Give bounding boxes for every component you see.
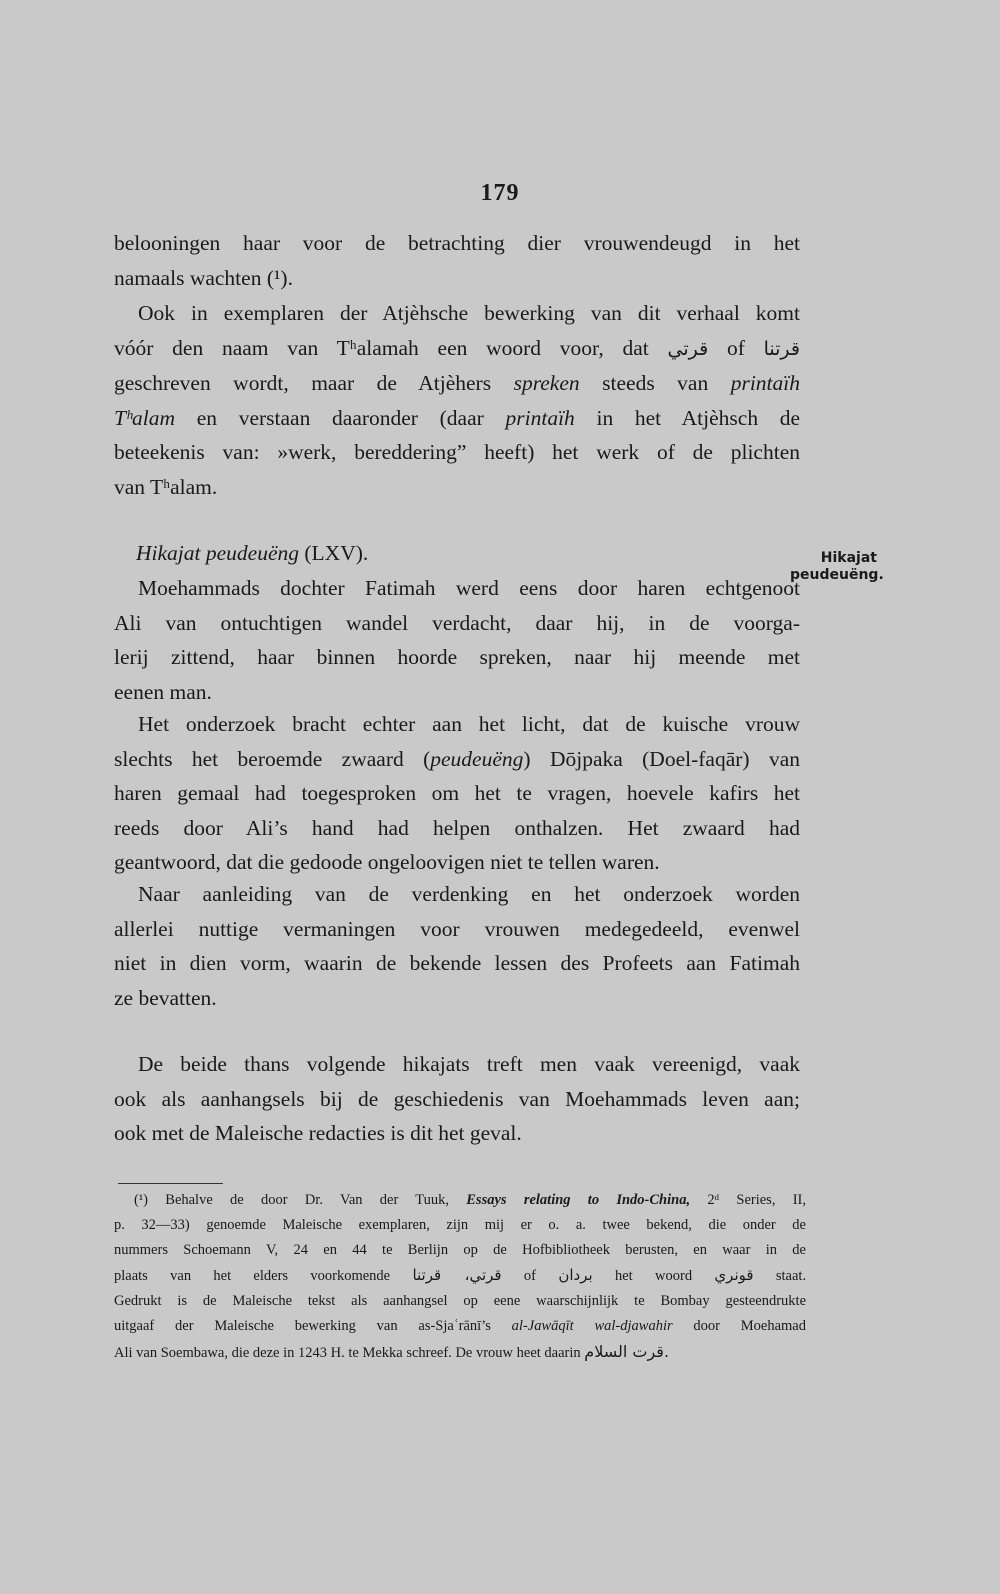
text-run: staat. <box>775 1268 807 1284</box>
footnote-rule <box>118 1183 223 1184</box>
text-run: vóór den naam van Tʰalamah een woord voor, dat <box>114 335 649 360</box>
text-line: belooningen haar voor de betrachting dier vrouwendeugd in het <box>114 231 800 255</box>
arabic-word: بردان <box>558 1266 593 1284</box>
text-run: uitgaaf der Maleische bewerking van as-Sjaʿrānī’s <box>114 1318 491 1334</box>
text-line: Ali van ontuchtigen wandel verdacht, daar hij, in de voorga- <box>114 610 800 635</box>
arabic-word: قونري <box>714 1266 754 1284</box>
text-line: ook als aanhangsels bij de geschiedenis van Moehammads leven aan; <box>114 1086 800 1111</box>
arabic-word: قرتي <box>667 337 709 360</box>
footnote-line: nummers Schoemann V, 24 en 44 te Berlijn op de Hofbibliotheek berusten, en waar in de <box>114 1242 806 1258</box>
text-line: geantwoord, dat die gedoode ongeloovigen niet te tellen waren. <box>114 850 660 874</box>
paragraph-3 <box>114 571 800 709</box>
text-run: steeds van <box>602 371 709 395</box>
footnote-line <box>114 1339 806 1366</box>
text-run: Ali van Soembawa, die deze in 1243 H. te Mekka schreef. De vrouw heet daarin <box>114 1345 581 1361</box>
text-line: Moehammads dochter Fatimah werd eens door haren echtgenoot <box>138 576 800 600</box>
text-run: 2ᵈ Series, II, <box>707 1192 806 1208</box>
text-line: Ook in exemplaren der Atjèhsche bewerking van dit verhaal komt <box>138 301 800 325</box>
text-line <box>114 401 800 436</box>
margin-note-line: Hikajat <box>820 550 877 566</box>
heading-line <box>136 536 800 571</box>
text-line <box>114 331 800 367</box>
arabic-word: قرتنا <box>763 337 800 360</box>
text-line: namaals wachten (¹). <box>114 265 293 290</box>
arabic-word: قرت السلام. <box>584 1342 670 1361</box>
italic-run: Tʰalam <box>114 405 176 430</box>
text-line: eenen man. <box>114 679 212 704</box>
heading-number: (LXV). <box>304 541 369 565</box>
text-run: ) Dōjpaka (Doel-faqār) van <box>523 746 800 771</box>
heading-title: Hikajat peudeuëng <box>136 541 299 565</box>
footnote-line: p. 32—33) genoemde Maleische exemplaren, zijn mij er o. a. twee bekend, die onder de <box>114 1217 806 1233</box>
text-run: in het Atjèhsch de <box>596 405 801 430</box>
paragraph-2 <box>114 296 800 504</box>
footnote-line <box>114 1188 806 1213</box>
text-line <box>114 366 800 401</box>
text-run: of <box>523 1268 537 1284</box>
text-line: ze bevatten. <box>114 985 217 1010</box>
text-run: (¹) Behalve de door Dr. Van der Tuuk, <box>134 1192 449 1208</box>
text-line: niet in dien vorm, waarin de bekende lessen des Profeets aan Fatimah <box>114 951 800 975</box>
section-heading <box>114 536 800 571</box>
text-line: lerij zittend, haar binnen hoorde spreken, naar hij meende met <box>114 645 800 669</box>
text-line: van Tʰalam. <box>114 474 218 499</box>
italic-run: spreken <box>513 371 580 395</box>
text-run: slechts het beroemde zwaard ( <box>114 746 431 771</box>
text-run: het woord <box>615 1268 693 1284</box>
text-run: en verstaan daaronder (daar <box>196 405 484 430</box>
text-run: geschreven wordt, maar de Atjèhers <box>114 371 492 395</box>
text-line <box>114 742 800 777</box>
text-line: Naar aanleiding van de verdenking en het onderzoek worden <box>138 882 800 906</box>
text-line: reeds door Ali’s hand had helpen onthalzen. Het zwaard had <box>114 815 800 840</box>
italic-run: Essays relating to Indo-China, <box>466 1192 691 1208</box>
text-line: Het onderzoek bracht echter aan het licht, dat de kuische vrouw <box>138 712 800 736</box>
text-run: of <box>726 335 745 360</box>
paragraph-1 <box>114 226 800 295</box>
margin-note-line: peudeuëng. <box>790 567 884 583</box>
text-line: beteekenis van: »werk, bereddering” heeft) het werk of de plichten <box>114 440 800 464</box>
italic-run: al-Jawāqīt wal-djawahir <box>511 1318 673 1334</box>
text-run: door Moehamad <box>693 1318 806 1334</box>
italic-run: peudeuëng <box>430 746 524 771</box>
footnote <box>114 1188 806 1366</box>
footnote-line <box>114 1314 806 1339</box>
text-line: allerlei nuttige vermaningen voor vrouwen medegedeeld, evenwel <box>114 916 800 941</box>
paragraph-5 <box>114 877 800 1015</box>
paragraph-6 <box>114 1047 800 1151</box>
footnote-line <box>114 1263 806 1289</box>
italic-run: printaïh <box>505 405 575 430</box>
text-run: plaats van het elders voorkomende <box>114 1268 391 1284</box>
arabic-word: قرتي، قرتنا <box>412 1266 502 1284</box>
text-line: ook met de Maleische redacties is dit het geval. <box>114 1121 522 1145</box>
text-line: De beide thans volgende hikajats treft men vaak vereenigd, vaak <box>138 1052 800 1076</box>
italic-run: printaïh <box>730 371 800 395</box>
margin-note <box>790 550 884 584</box>
text-line: haren gemaal had toegesproken om het te vragen, hoevele kafirs het <box>114 781 800 805</box>
footnote-line: Gedrukt is de Maleische tekst als aanhangsel op eene waarschijnlijk te Bombay gesteendrukte <box>114 1293 806 1309</box>
paragraph-4 <box>114 707 800 880</box>
page-number: 179 <box>480 180 520 206</box>
